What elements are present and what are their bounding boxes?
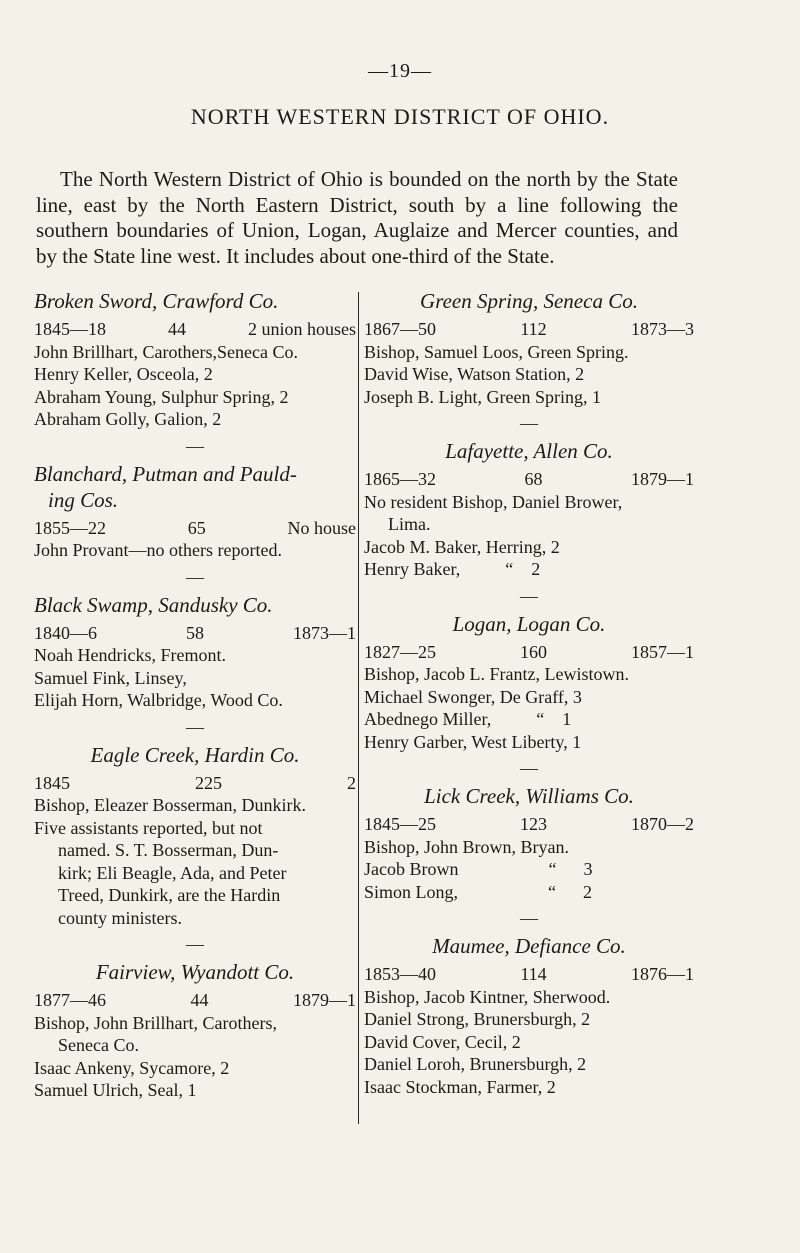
minister-line: Isaac Ankeny, Sycamore, 2 xyxy=(34,1057,230,1078)
minister-line: John Brillhart, Carothers,Seneca Co. xyxy=(34,341,298,362)
stat-members: 44 xyxy=(168,319,186,339)
minister-line: Elijah Horn, Walbridge, Wood Co. xyxy=(34,690,283,710)
minister-line: Daniel Strong, Brunersburgh, 2 xyxy=(364,1009,591,1029)
entry-lick-creek xyxy=(364,783,694,903)
stat-houses: 1879—1 xyxy=(631,469,694,489)
minister-line: Simon Long, “ 2 xyxy=(364,881,592,902)
entry-black-swamp xyxy=(34,592,356,712)
minister-line: Henry Garber, West Liberty, 1 xyxy=(364,731,582,752)
minister-line: Abednego Miller, “ 1 xyxy=(364,709,572,729)
stat-members: 160 xyxy=(520,641,547,662)
stat-founded: 1853—40 xyxy=(364,964,436,984)
minister-line: Noah Hendricks, Fremont. xyxy=(34,645,226,665)
entry-title: Lafayette, Allen Co. xyxy=(445,439,613,463)
minister-line: Abraham Young, Sulphur Spring, 2 xyxy=(34,386,289,407)
stat-founded: 1855—22 xyxy=(34,517,106,538)
entry-green-spring xyxy=(364,288,694,408)
minister-line: Joseph B. Light, Green Spring, 1 xyxy=(364,386,601,407)
stat-founded: 1845—25 xyxy=(364,814,436,834)
entry-title: Black Swamp, Sandusky Co. xyxy=(34,592,273,617)
stat-members: 112 xyxy=(520,319,547,339)
section-separator: — xyxy=(186,566,204,587)
stat-houses: 2 union houses xyxy=(248,319,356,339)
minister-line: Bishop, Samuel Loos, Green Spring. xyxy=(364,341,629,362)
stat-houses: 2 xyxy=(347,772,356,793)
minister-line: Bishop, Jacob Kintner, Sherwood. xyxy=(364,986,611,1007)
entry-eagle-creek xyxy=(34,742,356,930)
note-line: Treed, Dunkirk, are the Hardin xyxy=(58,885,281,905)
stat-founded: 1845 xyxy=(34,772,70,793)
entry-title: Blanchard, Putman and Pauld- xyxy=(34,461,297,486)
stat-founded: 1865—32 xyxy=(364,469,436,489)
entry-stats xyxy=(364,963,694,986)
entry-title: Eagle Creek, Hardin Co. xyxy=(90,742,300,767)
entry-fairview xyxy=(34,959,356,1102)
minister-line: Bishop, John Brillhart, Carothers, xyxy=(34,1012,277,1033)
note-line: kirk; Eli Beagle, Ada, and Peter xyxy=(58,862,287,883)
stat-houses: 1876—1 xyxy=(631,964,694,984)
section-separator: — xyxy=(520,758,538,778)
stat-houses: 1857—1 xyxy=(631,641,694,662)
stat-members: 65 xyxy=(187,517,206,538)
stat-members: 68 xyxy=(524,469,543,489)
right-column xyxy=(364,288,694,1098)
page-title: NORTH WESTERN DISTRICT OF OHIO. xyxy=(190,104,610,129)
entry-stats xyxy=(34,318,356,341)
minister-line: Abraham Golly, Galion, 2 xyxy=(34,409,222,429)
stat-founded: 1877—46 xyxy=(34,990,106,1010)
section-separator: — xyxy=(186,435,204,456)
entry-logan xyxy=(364,611,694,754)
minister-line: Michael Swonger, De Graff, 3 xyxy=(364,686,582,707)
entry-broken-sword xyxy=(34,288,356,431)
section-separator: — xyxy=(520,908,538,928)
stat-houses: 1879—1 xyxy=(293,990,356,1010)
entry-title: Fairview, Wyandott Co. xyxy=(95,960,295,984)
entry-stats xyxy=(364,318,694,341)
minister-line: Isaac Stockman, Farmer, 2 xyxy=(364,1076,556,1097)
note-line: Five assistants reported, but not xyxy=(34,817,263,838)
section-separator: — xyxy=(186,716,204,737)
stat-members: 225 xyxy=(195,772,222,793)
minister-line: Henry Keller, Osceola, 2 xyxy=(34,364,213,384)
stat-founded: 1827—25 xyxy=(364,641,436,662)
section-separator: — xyxy=(520,585,538,606)
stat-founded: 1840—6 xyxy=(34,622,97,643)
stat-houses: 1873—1 xyxy=(293,622,356,643)
stat-founded: 1845—18 xyxy=(34,319,106,339)
intro-paragraph: The North Western District of Ohio is bounded on the north by the State line, east by the North Eastern District, south by a line following the southern boundaries of Union, Logan, Auglaize and Mercer counties, and by the State line west. It includes about one-third of the State. xyxy=(36,167,678,268)
stat-members: 123 xyxy=(520,814,547,834)
stat-members: 58 xyxy=(186,622,204,643)
entry-title: Lick Creek, Williams Co. xyxy=(424,784,634,808)
minister-line: Samuel Ulrich, Seal, 1 xyxy=(34,1080,197,1100)
stat-houses: No house xyxy=(287,517,356,538)
entry-stats xyxy=(34,622,356,645)
minister-line: Henry Baker, “ 2 xyxy=(364,559,541,579)
section-separator: — xyxy=(186,934,204,954)
entry-title: Broken Sword, Crawford Co. xyxy=(34,289,279,313)
entry-stats xyxy=(364,641,694,664)
page-number: —19— xyxy=(368,60,432,82)
section-separator: — xyxy=(520,413,538,433)
minister-line: Jacob Brown “ 3 xyxy=(364,859,593,879)
minister-line: Bishop, Eleazer Bosserman, Dunkirk. xyxy=(34,795,306,815)
minister-line: John Provant—no others reported. xyxy=(34,540,282,560)
entry-stats xyxy=(34,517,356,540)
entry-stats xyxy=(364,468,694,491)
minister-line: Bishop, John Brown, Bryan. xyxy=(364,836,570,857)
stat-members: 44 xyxy=(190,990,209,1010)
minister-line: Bishop, Jacob L. Frantz, Lewistown. xyxy=(364,664,629,684)
entry-blanchard xyxy=(34,461,356,562)
entry-title-continued: ing Cos. xyxy=(48,487,119,512)
stat-members: 114 xyxy=(520,964,547,984)
entry-lafayette xyxy=(364,438,694,581)
entry-title: Logan, Logan Co. xyxy=(452,611,606,636)
stat-founded: 1867—50 xyxy=(364,319,436,339)
stat-houses: 1873—3 xyxy=(631,319,694,339)
minister-line-continued: Seneca Co. xyxy=(58,1035,139,1055)
minister-line: Samuel Fink, Linsey, xyxy=(34,667,187,688)
note-line: county ministers. xyxy=(58,907,182,928)
note-line: named. S. T. Bosserman, Dun- xyxy=(58,840,279,860)
minister-line-continued: Lima. xyxy=(388,514,431,534)
entry-stats xyxy=(34,772,356,795)
minister-line: David Cover, Cecil, 2 xyxy=(364,1031,521,1052)
minister-line: David Wise, Watson Station, 2 xyxy=(364,364,585,384)
minister-line: Jacob M. Baker, Herring, 2 xyxy=(364,536,560,557)
minister-line: No resident Bishop, Daniel Brower, xyxy=(364,491,623,512)
minister-line: Daniel Loroh, Brunersburgh, 2 xyxy=(364,1054,587,1074)
entry-maumee xyxy=(364,933,694,1098)
entry-title: Green Spring, Seneca Co. xyxy=(420,289,638,313)
stat-houses: 1870—2 xyxy=(631,814,694,834)
entry-stats xyxy=(364,813,694,836)
column-divider xyxy=(358,292,359,1124)
left-column xyxy=(34,288,356,1102)
entry-title: Maumee, Defiance Co. xyxy=(432,934,626,958)
entry-stats xyxy=(34,989,356,1012)
